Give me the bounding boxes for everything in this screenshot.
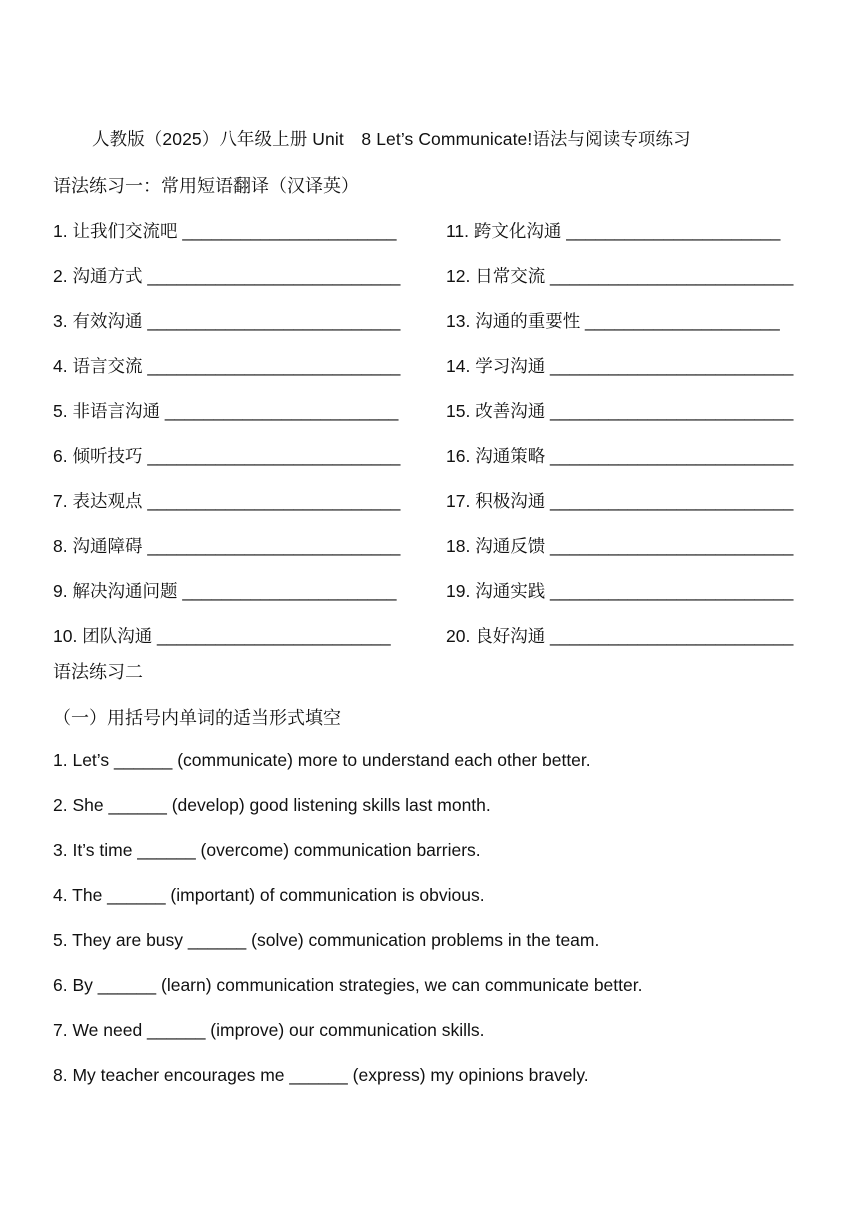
- phrase-item-8: 8. 沟通障碍 __________________________: [53, 536, 401, 556]
- page-title: 人教版（2025）八年级上册 Unit 8 Let’s Communicate!语法与阅读专项练习: [92, 129, 691, 149]
- question-6: 6. By ______ (learn) communication strategies, we can communicate better.: [53, 975, 643, 995]
- question-8: 8. My teacher encourages me ______ (express) my opinions bravely.: [53, 1065, 589, 1085]
- phrase-item-15: 15. 改善沟通 _________________________: [446, 401, 794, 421]
- phrase-item-19: 19. 沟通实践 _________________________: [446, 581, 794, 601]
- section2-heading: 语法练习二: [53, 662, 143, 683]
- phrase-item-9: 9. 解决沟通问题 ______________________: [53, 581, 397, 601]
- section2-subheading: （一）用括号内单词的适当形式填空: [53, 708, 341, 729]
- question-7: 7. We need ______ (improve) our communication skills.: [53, 1020, 485, 1040]
- question-3: 3. It’s time ______ (overcome) communication barriers.: [53, 840, 481, 860]
- phrase-item-18: 18. 沟通反馈 _________________________: [446, 536, 794, 556]
- phrase-item-1: 1. 让我们交流吧 ______________________: [53, 221, 397, 241]
- phrase-item-7: 7. 表达观点 __________________________: [53, 491, 401, 511]
- question-4: 4. The ______ (important) of communication is obvious.: [53, 885, 485, 905]
- phrase-item-2: 2. 沟通方式 __________________________: [53, 266, 401, 286]
- phrase-item-17: 17. 积极沟通 _________________________: [446, 491, 794, 511]
- phrase-item-10: 10. 团队沟通 ________________________: [53, 626, 391, 646]
- phrase-item-5: 5. 非语言沟通 ________________________: [53, 401, 399, 421]
- question-1: 1. Let’s ______ (communicate) more to understand each other better.: [53, 750, 591, 770]
- section1-heading: 语法练习一：常用短语翻译（汉译英）: [53, 176, 359, 197]
- question-5: 5. They are busy ______ (solve) communication problems in the team.: [53, 930, 600, 950]
- phrase-item-11: 11. 跨文化沟通 ______________________: [446, 221, 781, 241]
- phrase-item-16: 16. 沟通策略 _________________________: [446, 446, 794, 466]
- phrase-item-3: 3. 有效沟通 __________________________: [53, 311, 401, 331]
- question-2: 2. She ______ (develop) good listening skills last month.: [53, 795, 491, 815]
- phrase-item-6: 6. 倾听技巧 __________________________: [53, 446, 401, 466]
- phrase-item-4: 4. 语言交流 __________________________: [53, 356, 401, 376]
- phrase-item-12: 12. 日常交流 _________________________: [446, 266, 794, 286]
- phrase-item-20: 20. 良好沟通 _________________________: [446, 626, 794, 646]
- phrase-item-14: 14. 学习沟通 _________________________: [446, 356, 794, 376]
- phrase-item-13: 13. 沟通的重要性 ____________________: [446, 311, 780, 331]
